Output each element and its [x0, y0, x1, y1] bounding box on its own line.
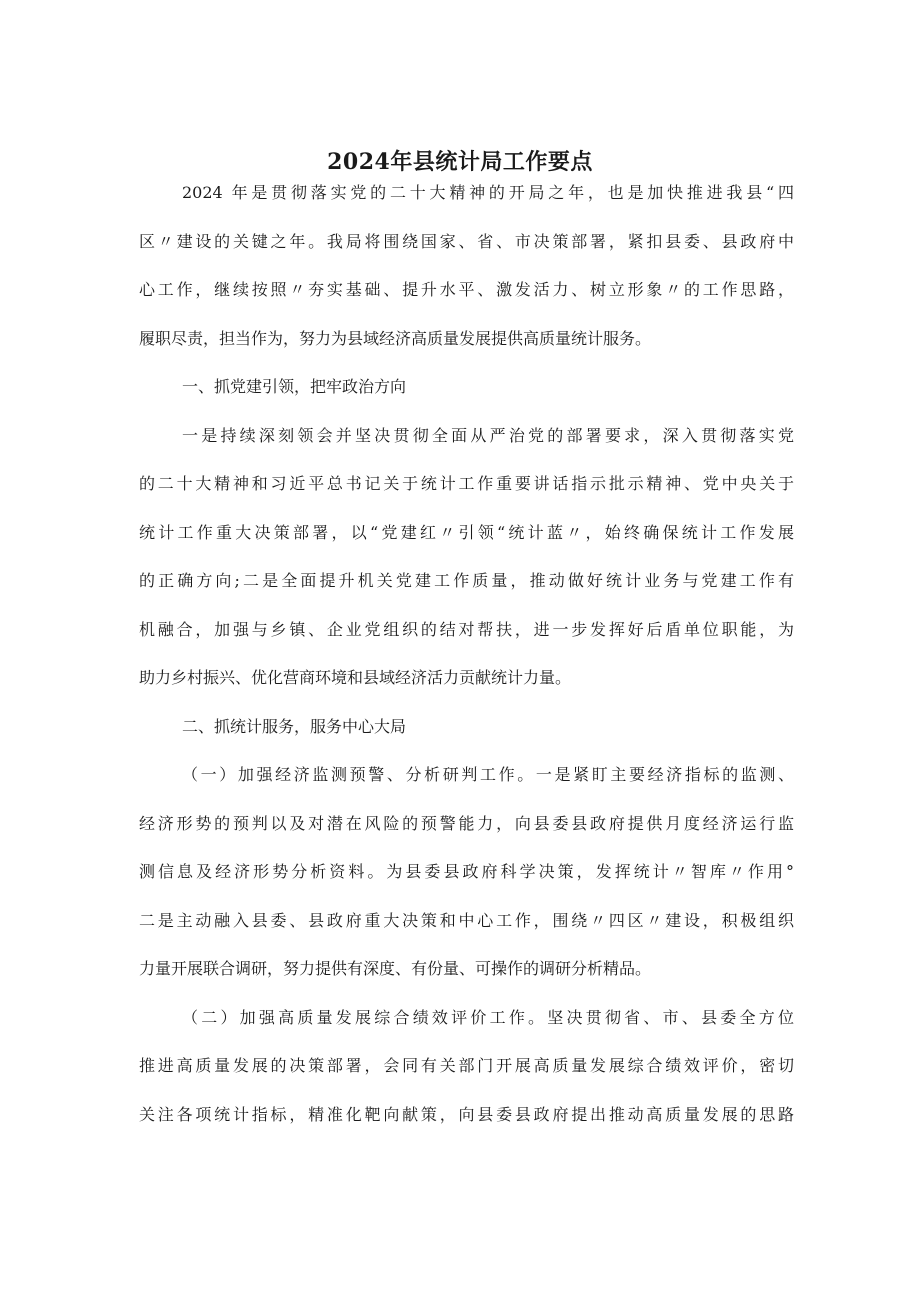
paragraph-line: 区〃建设的关键之年。我局将围绕国家、省、市决策部署，紧扣县委、县政府中	[139, 231, 794, 251]
paragraph-line: 二是主动融入县委、县政府重大决策和中心工作，围绕〃四区〃建设，积极组织	[139, 910, 794, 930]
paragraph-line: 2024 年是贯彻落实党的二十大精神的开局之年，也是加快推进我县“四	[182, 183, 794, 202]
paragraph-line: 推进高质量发展的决策部署，会同有关部门开展高质量发展综合绩效评价，密切	[139, 1056, 794, 1075]
paragraph-line: 助力乡村振兴、优化营商环境和县域经济活力贡献统计力量。	[139, 668, 572, 687]
paragraph-line: 一是持续深刻领会并坚决贯彻全面从严治党的部署要求，深入贯彻落实党	[182, 425, 794, 445]
paragraph-line: 经济形势的预判以及对潜在风险的预警能力，向县委县政府提供月度经济运行监	[139, 813, 794, 833]
paragraph-line: 力量开展联合调研，努力提供有深度、有份量、可操作的调研分析精品。	[139, 959, 652, 978]
paragraph-line: （二）加强高质量发展综合绩效评价工作。坚决贯彻省、市、县委全方位	[182, 1007, 794, 1027]
paragraph-line: 统计工作重大决策部署，以“党建红〃引领“统计蓝〃，始终确保统计工作发展	[139, 522, 794, 542]
paragraph-line: （一）加强经济监测预警、分析研判工作。一是紧盯主要经济指标的监测、	[182, 765, 794, 784]
section-heading: 二、抓统计服务，服务中心大局	[182, 716, 407, 736]
paragraph-line: 机融合，加强与乡镇、企业党组织的结对帮扶，进一步发挥好后盾单位职能，为	[139, 619, 794, 639]
section-heading: 一、抓党建引领，把牢政治方向	[182, 377, 407, 396]
paragraph-line: 关注各项统计指标，精准化靶向献策，向县委县政府提出推动高质量发展的思路	[139, 1104, 794, 1124]
paragraph-line: 心工作，继续按照〃夯实基础、提升水平、激发活力、树立形象〃的工作思路，	[139, 280, 794, 299]
paragraph-line: 测信息及经济形势分析资料。为县委县政府科学决策，发挥统计〃智库〃作用°	[139, 862, 794, 881]
document-body	[139, 169, 794, 1139]
paragraph-line: 的二十大精神和习近平总书记关于统计工作重要讲话指示批示精神、党中央关于	[139, 474, 794, 493]
paragraph-line: 的正确方向;二是全面提升机关党建工作质量，推动做好统计业务与党建工作有	[139, 571, 794, 590]
document-title: 2024年县统计局工作要点	[327, 149, 593, 175]
paragraph-line: 履职尽责，担当作为，努力为县域经济高质量发展提供高质量统计服务。	[139, 328, 652, 348]
